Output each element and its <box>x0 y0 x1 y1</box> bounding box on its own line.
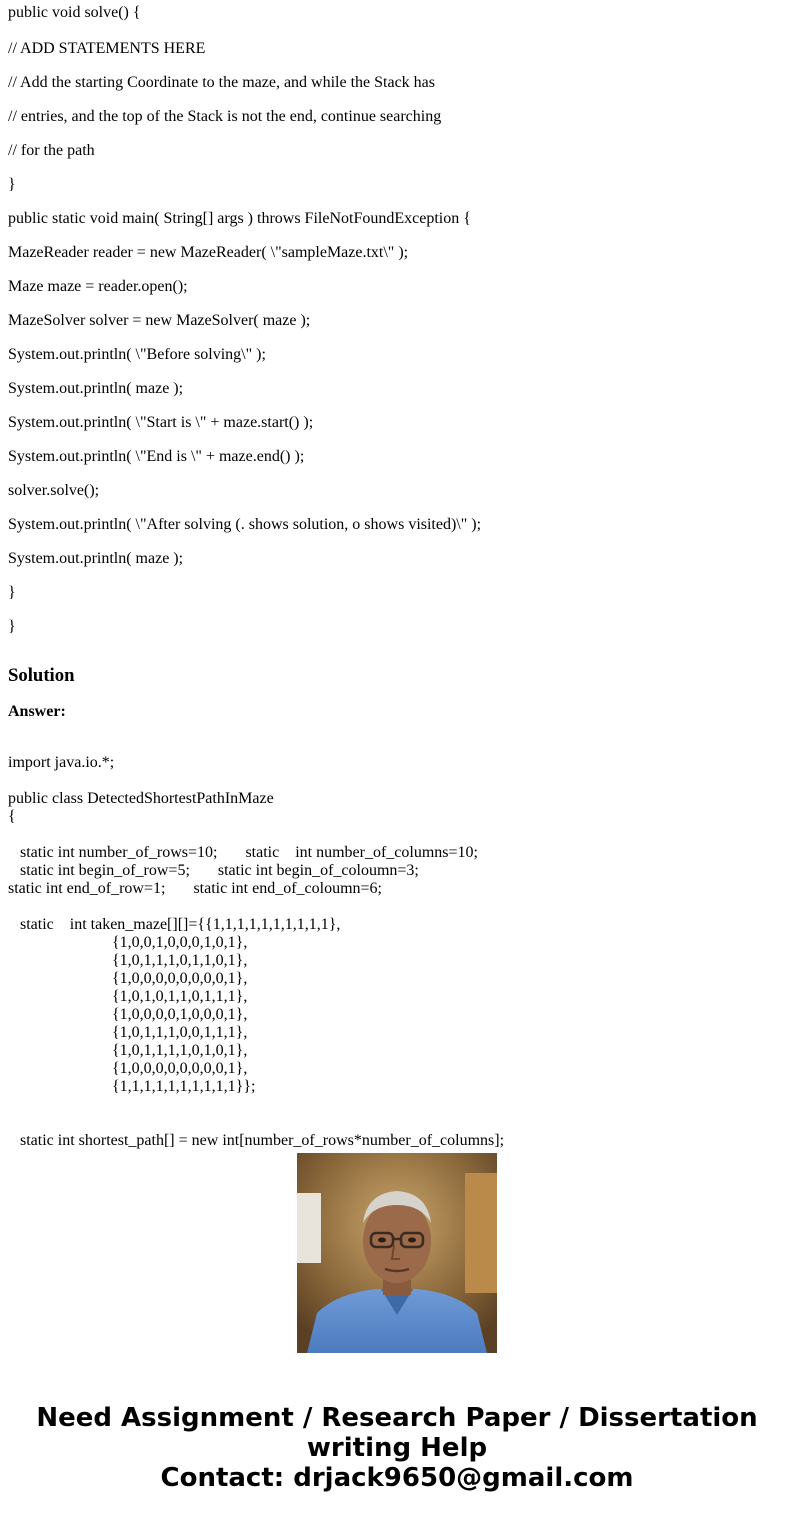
question-line: // Add the starting Coordinate to the maze, and while the Stack has <box>8 74 436 91</box>
question-line: // ADD STATEMENTS HERE <box>8 40 206 57</box>
code-line: {1,0,1,0,1,1,0,1,1,1}, <box>8 988 248 1005</box>
code-line: import java.io.*; <box>8 754 115 771</box>
question-line: solver.solve(); <box>8 482 100 499</box>
question-code <box>8 0 786 646</box>
question-line: } <box>8 618 16 635</box>
question-line: } <box>8 176 16 193</box>
author-portrait-image <box>297 1153 497 1353</box>
cta-contact-line: Contact: drjack9650@gmail.com <box>160 1463 634 1493</box>
question-line: } <box>8 584 16 601</box>
code-line: {1,0,0,1,0,0,0,1,0,1}, <box>8 934 248 951</box>
code-line: static int end_of_row=1; static int end_of_coloumn=6; <box>8 880 382 897</box>
code-line: {1,0,0,0,0,0,0,0,0,1}, <box>8 1060 248 1077</box>
question-line: MazeReader reader = new MazeReader( \"sampleMaze.txt\" ); <box>8 244 409 261</box>
code-line: {1,0,0,0,0,1,0,0,0,1}, <box>8 1006 248 1023</box>
question-line: System.out.println( maze ); <box>8 550 184 567</box>
code-line: static int taken_maze[][]={{1,1,1,1,1,1,1,1,1,1}, <box>8 916 341 933</box>
question-line: System.out.println( maze ); <box>8 380 184 397</box>
cta-line: writing Help <box>306 1433 488 1463</box>
answer-code-block <box>8 754 786 1150</box>
code-line: { <box>8 808 16 825</box>
question-line: Maze maze = reader.open(); <box>8 278 188 295</box>
question-line: System.out.println( \"After solving (. shows solution, o shows visited)\" ); <box>8 516 482 533</box>
question-line: System.out.println( \"End is \" + maze.end() ); <box>8 448 305 465</box>
answer-label: Answer: <box>8 703 66 720</box>
document-body <box>8 0 786 1149</box>
contact-banner <box>0 1403 794 1493</box>
question-line: // entries, and the top of the Stack is not the end, continue searching <box>8 108 442 125</box>
question-line: System.out.println( \"Before solving\" ); <box>8 346 266 363</box>
author-avatar <box>297 1153 497 1353</box>
question-line: // for the path <box>8 142 95 159</box>
code-line: static int shortest_path[] = new int[number_of_rows*number_of_columns]; <box>8 1132 505 1149</box>
question-line: public void solve() { <box>8 4 141 21</box>
code-line: {1,0,1,1,1,0,0,1,1,1}, <box>8 1024 248 1041</box>
code-line: {1,1,1,1,1,1,1,1,1,1}}; <box>8 1078 256 1095</box>
question-line: System.out.println( \"Start is \" + maze.start() ); <box>8 414 314 431</box>
cta-line: Need Assignment / Research Paper / Dissertation <box>36 1403 758 1433</box>
code-line: public class DetectedShortestPathInMaze <box>8 790 274 807</box>
solution-heading: Solution <box>8 665 75 686</box>
code-line: static int number_of_rows=10; static int number_of_columns=10; <box>8 844 478 861</box>
question-line: MazeSolver solver = new MazeSolver( maze ); <box>8 312 311 329</box>
code-line: static int begin_of_row=5; static int begin_of_coloumn=3; <box>8 862 419 879</box>
code-line: {1,0,1,1,1,0,1,1,0,1}, <box>8 952 248 969</box>
code-line: {1,0,0,0,0,0,0,0,0,1}, <box>8 970 248 987</box>
code-line: {1,0,1,1,1,1,0,1,0,1}, <box>8 1042 248 1059</box>
question-line: public static void main( String[] args ) throws FileNotFoundException { <box>8 210 471 227</box>
